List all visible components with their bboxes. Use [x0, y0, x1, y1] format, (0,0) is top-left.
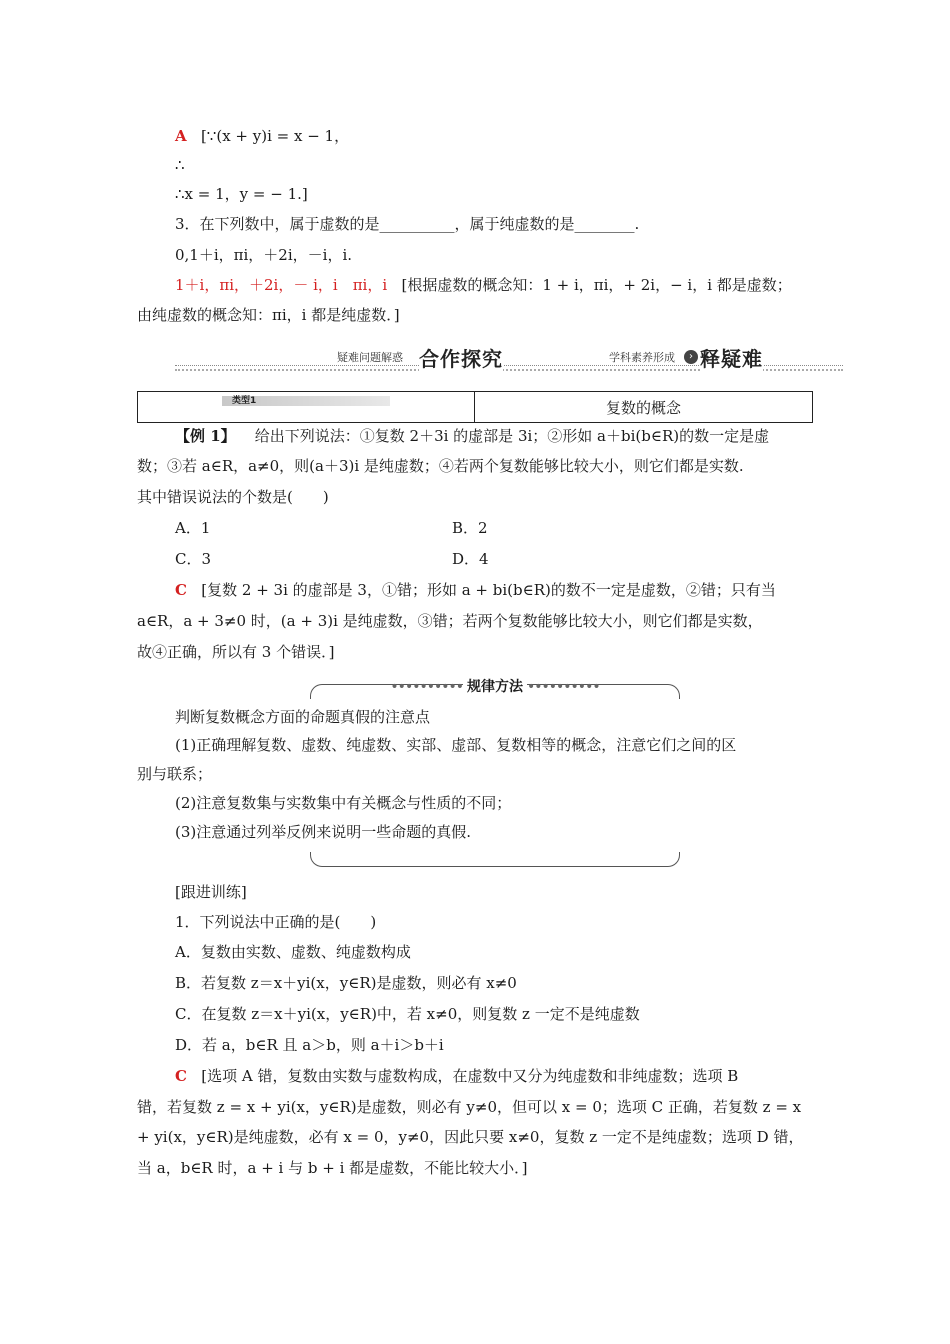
type-badge — [222, 396, 390, 406]
practice-answer-letter: C — [175, 1067, 187, 1085]
therefore-line: ∴ — [175, 156, 185, 174]
practice-solution-3: + yi(x，y∈R)是纯虚数，必有 x = 0，y≠0，因此只要 x≠0，复数 z 一定不是纯虚数；选项 D 错， — [137, 1128, 804, 1146]
question-3-numbers: 0,1＋i，πi，＋2i，－i，i. — [175, 246, 353, 264]
option-a: A．1 — [175, 519, 211, 537]
practice-option-b: B．若复数 z＝x＋yi(x，y∈R)是虚数，则必有 x≠0 — [175, 974, 517, 992]
banner-left-caption: 疑难问题解惑 — [337, 351, 403, 364]
practice-solution-4: 当 a，b∈R 时，a + i 与 b + i 都是虚数，不能比较大小．] — [137, 1159, 528, 1177]
option-b: B．2 — [452, 519, 488, 537]
practice-option-a: A．复数由实数、虚数、纯虚数构成 — [175, 943, 411, 961]
example-solution-2: a∈R，a + 3≠0 时，(a + 3)i 是纯虚数，③错；若两个复数能够比较大小，则它们都是实数， — [137, 612, 763, 630]
example-1-line-1 — [175, 426, 769, 446]
type-badge-label: 类型1 — [232, 396, 257, 406]
method-point-1b: 别与联系； — [137, 765, 213, 783]
answer-letter: A — [175, 127, 187, 145]
arrow-icon: › — [684, 350, 698, 364]
question-3-answer-cont: 由纯虚数的概念知：πi，i 都是纯虚数．] — [137, 306, 400, 324]
banner-right-caption: 学科素养形成 — [609, 351, 675, 364]
example-solution-text-1: [复数 2 + 3i 的虚部是 3，①错；形如 a + bi(b∈R)的数不一定是虚数，②错；只有当 — [201, 581, 776, 599]
answer-explanation: [根据虚数的概念知：1 + i，πi，+ 2i，− i，i 都是虚数； — [401, 276, 792, 294]
banner-title-1: 合作探究 — [419, 343, 503, 372]
solution-line: ∴x = 1，y = − 1.] — [175, 185, 308, 203]
example-solution-1 — [175, 580, 776, 600]
practice-header: [跟进训练] — [175, 883, 247, 901]
practice-solution-text-1: [选项 A 错，复数由实数与虚数构成，在虚数中又分为纯虚数和非纯虚数；选项 B — [201, 1067, 739, 1085]
answer-red: 1＋i，πi，＋2i，－ i，i πi，i — [175, 276, 388, 294]
method-point-3: (3)注意通过列举反例来说明一些命题的真假. — [175, 823, 472, 841]
type-title: 复数的概念 — [605, 399, 681, 417]
example-answer-letter: C — [175, 581, 187, 599]
example-1-line-3: 其中错误说法的个数是( ) — [137, 488, 329, 506]
method-point-1a: (1)正确理解复数、虚数、纯虚数、实部、虚部、复数相等的概念，注意它们之间的区 — [175, 736, 737, 754]
example-label: 【例 1】 — [175, 427, 236, 445]
question-3-answer — [175, 275, 792, 295]
banner-title-2: 释疑难 — [700, 343, 763, 372]
method-point-2: (2)注意复数集与实数集中有关概念与性质的不同； — [175, 794, 512, 812]
practice-question-1: 1．下列说法中正确的是( ) — [175, 913, 377, 931]
example-solution-3: 故④正确，所以有 3 个错误．] — [137, 643, 335, 661]
method-box-bottom — [310, 852, 680, 867]
practice-solution-1 — [175, 1066, 738, 1086]
section-banner — [175, 345, 843, 373]
option-c: C．3 — [175, 550, 212, 568]
type-table — [137, 391, 813, 423]
example-text-1: 给出下列说法：①复数 2＋3i 的虚部是 3i；②形如 a＋bi(b∈R)的数一定是虚 — [254, 427, 770, 445]
method-label: 规律方法 — [463, 679, 527, 695]
question-3: 3．在下列数中，属于虚数的是__________，属于纯虚数的是________. — [175, 215, 640, 233]
answer-line-1 — [175, 126, 349, 146]
practice-solution-2: 错，若复数 z = x + yi(x，y∈R)是虚数，则必有 y≠0，但可以 x = 0；选项 C 正确，若复数 z = x — [137, 1098, 802, 1116]
practice-option-c: C．在复数 z＝x＋yi(x，y∈R)中，若 x≠0，则复数 z 一定不是纯虚数 — [175, 1005, 640, 1023]
method-box-label: •••••••••• 规律方法 •••••••••• — [390, 679, 600, 695]
method-title: 判断复数概念方面的命题真假的注意点 — [175, 708, 431, 726]
answer-text: [∵(x + y)i = x − 1， — [200, 127, 350, 145]
example-1-line-2: 数；③若 a∈R，a≠0，则(a＋3)i 是纯虚数；④若两个复数能够比较大小，则它们都是实数. — [137, 457, 744, 475]
option-d: D．4 — [452, 550, 489, 568]
practice-option-d: D．若 a，b∈R 且 a＞b，则 a＋i＞b＋i — [175, 1036, 444, 1054]
